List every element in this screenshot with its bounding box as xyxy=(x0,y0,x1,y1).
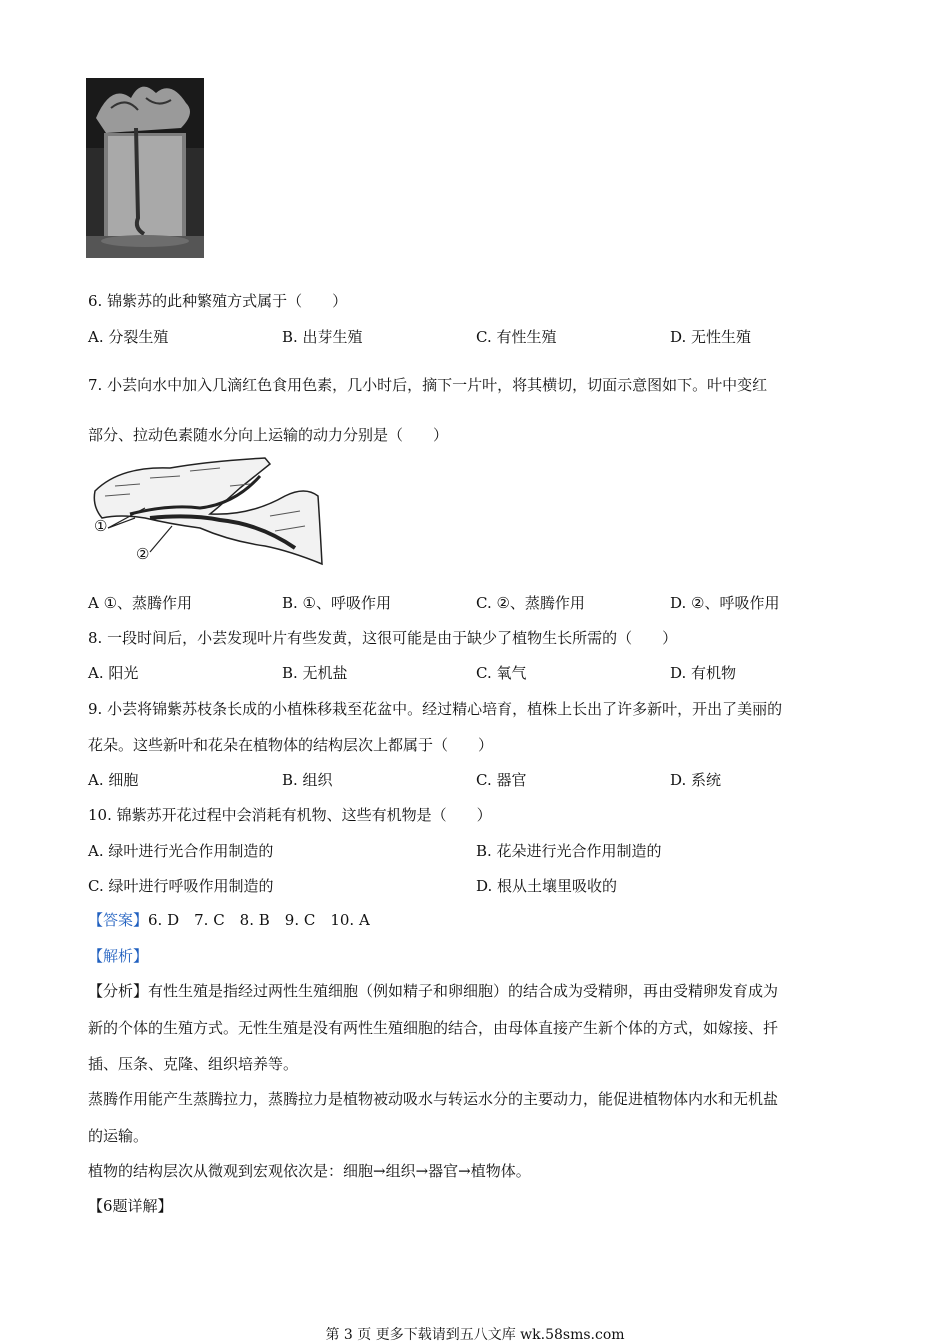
q10-option-c[interactable]: C. 绿叶进行呼吸作用制造的 xyxy=(88,877,274,895)
q8-option-a[interactable]: A. 阳光 xyxy=(88,664,139,682)
q7-option-b[interactable]: B. ①、呼吸作用 xyxy=(282,594,392,612)
q6-stem: 6. 锦紫苏的此种繁殖方式属于（ ） xyxy=(88,292,348,310)
answer-text: 6. D 7. C 8. B 9. C 10. A xyxy=(148,911,370,929)
q7-stem-line2: 部分、拉动色素随水分向上运输的动力分别是（ ） xyxy=(88,426,449,444)
q8-option-d[interactable]: D. 有机物 xyxy=(670,664,737,682)
q6-detail-heading: 【6题详解】 xyxy=(88,1197,173,1215)
q6-option-a[interactable]: A. 分裂生殖 xyxy=(88,328,169,346)
analysis-fenxi-label: 【分析】 xyxy=(88,982,149,1000)
q10-option-b[interactable]: B. 花朵进行光合作用制造的 xyxy=(476,842,662,860)
q9-stem-line1: 9. 小芸将锦紫苏枝条长成的小植株移栽至花盆中。经过精心培育，植株上长出了许多新叶，开出了美丽的 xyxy=(88,700,783,718)
q7-stem-line1: 7. 小芸向水中加入几滴红色食用色素，几小时后，摘下一片叶，将其横切，切面示意图如下。叶中变红 xyxy=(88,376,768,394)
leaf-cross-section-diagram xyxy=(90,456,324,571)
answer-label: 【答案】 xyxy=(88,911,149,929)
page-footer: 第 3 页 更多下载请到五八文库 wk.58sms.com xyxy=(325,1327,625,1343)
plant-in-glass-photo xyxy=(86,78,204,258)
q7-option-c[interactable]: C. ②、蒸腾作用 xyxy=(476,594,585,612)
q7-option-d[interactable]: D. ②、呼吸作用 xyxy=(670,594,780,612)
analysis-p1-line2: 新的个体的生殖方式。无性生殖是没有两性生殖细胞的结合，由母体直接产生新个体的方式，如嫁接、扦 xyxy=(88,1019,779,1037)
q9-option-b[interactable]: B. 组织 xyxy=(282,771,333,789)
q6-option-b[interactable]: B. 出芽生殖 xyxy=(282,328,363,346)
analysis-p2-line1: 蒸腾作用能产生蒸腾拉力，蒸腾拉力是植物被动吸水与转运水分的主要动力，能促进植物体内水和无机盐 xyxy=(88,1090,779,1108)
analysis-p2-line2: 的运输。 xyxy=(88,1127,149,1145)
q7-option-a[interactable]: A ①、蒸腾作用 xyxy=(88,594,193,612)
analysis-label: 【解析】 xyxy=(88,947,149,965)
answer-line xyxy=(88,909,370,930)
q9-option-c[interactable]: C. 器官 xyxy=(476,771,527,789)
analysis-p1-line1 xyxy=(88,980,778,1001)
analysis-p1-line1-text: 有性生殖是指经过两性生殖细胞（例如精子和卵细胞）的结合成为受精卵，再由受精卵发育成为 xyxy=(148,982,779,1000)
q6-option-d[interactable]: D. 无性生殖 xyxy=(670,328,752,346)
q8-option-b[interactable]: B. 无机盐 xyxy=(282,664,348,682)
q10-stem: 10. 锦紫苏开花过程中会消耗有机物、这些有机物是（ ） xyxy=(88,806,492,824)
q9-stem-line2: 花朵。这些新叶和花朵在植物体的结构层次上都属于（ ） xyxy=(88,736,494,754)
q8-option-c[interactable]: C. 氧气 xyxy=(476,664,527,682)
diagram-label-2: ② xyxy=(136,545,150,563)
q6-option-c[interactable]: C. 有性生殖 xyxy=(476,328,557,346)
plant-in-glass-image xyxy=(86,78,204,258)
q9-option-d[interactable]: D. 系统 xyxy=(670,771,722,789)
analysis-p1-line3: 插、压条、克隆、组织培养等。 xyxy=(88,1055,299,1073)
q10-option-d[interactable]: D. 根从土壤里吸收的 xyxy=(476,877,618,895)
analysis-p3: 植物的结构层次从微观到宏观依次是：细胞→组织→器官→植物体。 xyxy=(88,1162,531,1180)
diagram-label-1: ① xyxy=(94,517,108,535)
q8-stem: 8. 一段时间后，小芸发现叶片有些发黄，这很可能是由于缺少了植物生长所需的（ ） xyxy=(88,629,678,647)
leaf-cross-section-image xyxy=(90,456,324,571)
q10-option-a[interactable]: A. 绿叶进行光合作用制造的 xyxy=(88,842,274,860)
q9-option-a[interactable]: A. 细胞 xyxy=(88,771,139,789)
